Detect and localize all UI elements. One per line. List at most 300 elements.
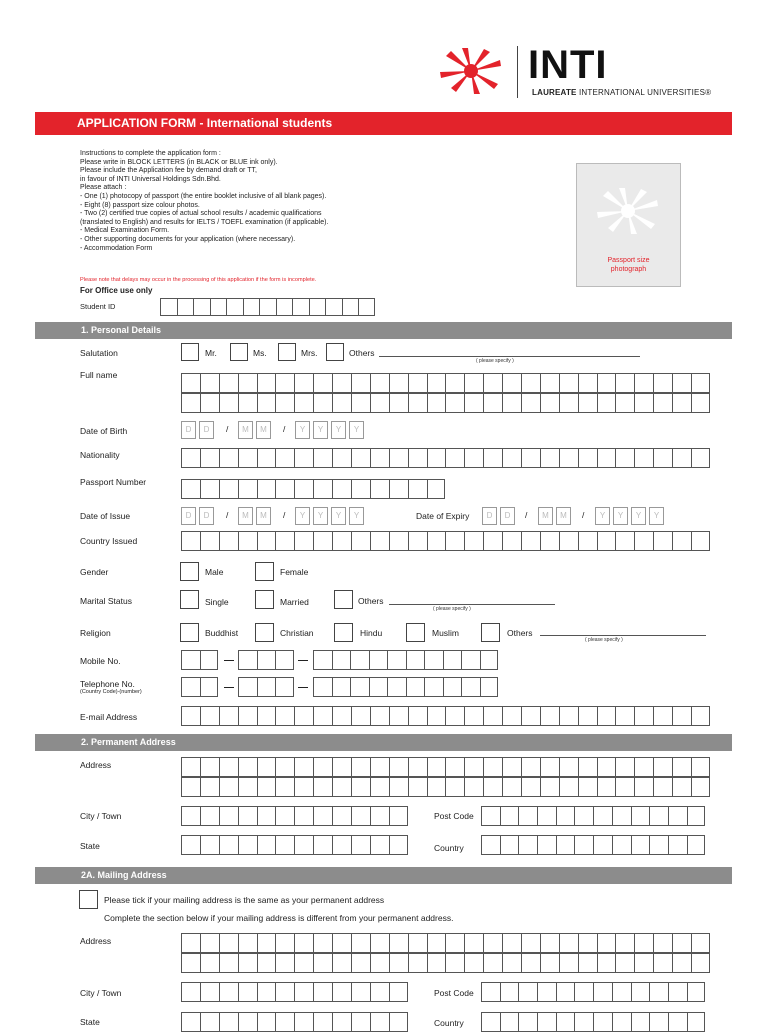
char-box[interactable] [424, 677, 443, 697]
char-box[interactable] [427, 448, 446, 468]
telephone-number-boxes[interactable] [313, 677, 498, 697]
char-box[interactable] [238, 479, 257, 499]
char-box[interactable] [332, 1012, 351, 1032]
char-box[interactable] [593, 835, 612, 855]
char-box[interactable] [464, 953, 483, 973]
mailing-state-boxes[interactable] [181, 1012, 408, 1032]
permanent-address-row-2[interactable] [181, 777, 710, 797]
char-box[interactable] [351, 373, 370, 393]
char-box[interactable] [653, 757, 672, 777]
char-box[interactable] [238, 1012, 257, 1032]
expiry-day[interactable] [482, 507, 518, 525]
char-box[interactable] [387, 650, 406, 670]
char-box[interactable] [461, 677, 480, 697]
char-box[interactable] [257, 1012, 276, 1032]
char-box[interactable] [389, 953, 408, 973]
char-box[interactable] [427, 953, 446, 973]
char-box[interactable] [200, 650, 219, 670]
char-box[interactable] [502, 373, 521, 393]
char-box[interactable] [481, 1012, 500, 1032]
mailing-country-boxes[interactable] [481, 1012, 705, 1032]
issue-month[interactable] [238, 507, 274, 525]
date-cell[interactable]: M [238, 421, 253, 439]
char-box[interactable] [691, 531, 710, 551]
char-box[interactable] [408, 393, 427, 413]
char-box[interactable] [634, 448, 653, 468]
char-box[interactable] [294, 479, 313, 499]
char-box[interactable] [200, 835, 219, 855]
char-box[interactable] [691, 953, 710, 973]
char-box[interactable] [332, 982, 351, 1002]
char-box[interactable] [559, 706, 578, 726]
char-box[interactable] [502, 777, 521, 797]
date-cell[interactable]: D [181, 507, 196, 525]
char-box[interactable] [294, 933, 313, 953]
char-box[interactable] [313, 448, 332, 468]
char-box[interactable] [502, 448, 521, 468]
char-box[interactable] [483, 777, 502, 797]
mobile-area-code-boxes[interactable] [238, 650, 294, 670]
char-box[interactable] [408, 479, 427, 499]
char-box[interactable] [634, 757, 653, 777]
char-box[interactable] [226, 298, 243, 316]
mailing-city-boxes[interactable] [181, 982, 408, 1002]
char-box[interactable] [445, 393, 464, 413]
char-box[interactable] [370, 933, 389, 953]
char-box[interactable] [389, 1012, 408, 1032]
char-box[interactable] [445, 757, 464, 777]
char-box[interactable] [500, 1012, 519, 1032]
char-box[interactable] [540, 448, 559, 468]
char-box[interactable] [238, 953, 257, 973]
date-cell[interactable]: M [256, 507, 271, 525]
char-box[interactable] [389, 933, 408, 953]
char-box[interactable] [294, 777, 313, 797]
char-box[interactable] [578, 953, 597, 973]
char-box[interactable] [181, 448, 200, 468]
char-box[interactable] [672, 373, 691, 393]
religion-others-checkbox[interactable] [481, 623, 500, 642]
char-box[interactable] [257, 806, 276, 826]
char-box[interactable] [219, 757, 238, 777]
char-box[interactable] [483, 393, 502, 413]
char-box[interactable] [313, 373, 332, 393]
char-box[interactable] [559, 373, 578, 393]
char-box[interactable] [332, 953, 351, 973]
char-box[interactable] [332, 757, 351, 777]
char-box[interactable] [200, 806, 219, 826]
salutation-mr-checkbox[interactable] [181, 343, 199, 361]
char-box[interactable] [294, 835, 313, 855]
char-box[interactable] [556, 982, 575, 1002]
char-box[interactable] [389, 835, 408, 855]
char-box[interactable] [342, 298, 359, 316]
char-box[interactable] [691, 933, 710, 953]
char-box[interactable] [313, 650, 332, 670]
char-box[interactable] [332, 933, 351, 953]
char-box[interactable] [653, 373, 672, 393]
char-box[interactable] [294, 448, 313, 468]
char-box[interactable] [219, 982, 238, 1002]
char-box[interactable] [502, 393, 521, 413]
char-box[interactable] [200, 933, 219, 953]
char-box[interactable] [672, 777, 691, 797]
char-box[interactable] [461, 650, 480, 670]
char-box[interactable] [200, 757, 219, 777]
char-box[interactable] [672, 953, 691, 973]
char-box[interactable] [502, 706, 521, 726]
char-box[interactable] [518, 835, 537, 855]
char-box[interactable] [691, 373, 710, 393]
date-cell[interactable]: M [538, 507, 553, 525]
char-box[interactable] [540, 393, 559, 413]
char-box[interactable] [615, 706, 634, 726]
char-box[interactable] [578, 448, 597, 468]
char-box[interactable] [351, 479, 370, 499]
char-box[interactable] [238, 706, 257, 726]
char-box[interactable] [219, 777, 238, 797]
passport-photo-box[interactable] [576, 163, 681, 287]
dob-day[interactable] [181, 421, 217, 439]
date-cell[interactable]: D [199, 421, 214, 439]
char-box[interactable] [540, 933, 559, 953]
char-box[interactable] [502, 953, 521, 973]
char-box[interactable] [593, 806, 612, 826]
date-cell[interactable]: Y [595, 507, 610, 525]
expiry-month[interactable] [538, 507, 574, 525]
char-box[interactable] [653, 531, 672, 551]
char-box[interactable] [238, 650, 257, 670]
char-box[interactable] [408, 531, 427, 551]
char-box[interactable] [219, 448, 238, 468]
date-cell[interactable]: M [238, 507, 253, 525]
char-box[interactable] [181, 706, 200, 726]
char-box[interactable] [313, 835, 332, 855]
char-box[interactable] [521, 448, 540, 468]
date-cell[interactable]: M [256, 421, 271, 439]
char-box[interactable] [649, 1012, 668, 1032]
char-box[interactable] [200, 531, 219, 551]
char-box[interactable] [464, 531, 483, 551]
char-box[interactable] [615, 531, 634, 551]
char-box[interactable] [445, 933, 464, 953]
char-box[interactable] [668, 806, 687, 826]
char-box[interactable] [370, 777, 389, 797]
char-box[interactable] [370, 806, 389, 826]
char-box[interactable] [200, 777, 219, 797]
char-box[interactable] [181, 806, 200, 826]
char-box[interactable] [292, 298, 309, 316]
char-box[interactable] [238, 677, 257, 697]
religion-muslim-checkbox[interactable] [406, 623, 425, 642]
char-box[interactable] [275, 677, 294, 697]
char-box[interactable] [615, 393, 634, 413]
salutation-specify-line[interactable] [379, 356, 640, 357]
char-box[interactable] [332, 777, 351, 797]
passport-boxes[interactable] [181, 479, 445, 499]
full-name-row-1[interactable] [181, 373, 710, 393]
char-box[interactable] [370, 982, 389, 1002]
date-cell[interactable]: Y [313, 507, 328, 525]
char-box[interactable] [634, 531, 653, 551]
char-box[interactable] [649, 835, 668, 855]
char-box[interactable] [351, 953, 370, 973]
char-box[interactable] [593, 1012, 612, 1032]
char-box[interactable] [612, 982, 631, 1002]
char-box[interactable] [672, 757, 691, 777]
char-box[interactable] [672, 933, 691, 953]
char-box[interactable] [424, 650, 443, 670]
religion-buddhist-checkbox[interactable] [180, 623, 199, 642]
char-box[interactable] [389, 448, 408, 468]
char-box[interactable] [160, 298, 177, 316]
char-box[interactable] [483, 448, 502, 468]
char-box[interactable] [574, 835, 593, 855]
char-box[interactable] [518, 806, 537, 826]
char-box[interactable] [634, 953, 653, 973]
permanent-city-boxes[interactable] [181, 806, 408, 826]
char-box[interactable] [615, 777, 634, 797]
char-box[interactable] [370, 835, 389, 855]
char-box[interactable] [332, 393, 351, 413]
char-box[interactable] [219, 835, 238, 855]
date-cell[interactable]: Y [631, 507, 646, 525]
char-box[interactable] [332, 479, 351, 499]
char-box[interactable] [597, 448, 616, 468]
char-box[interactable] [313, 982, 332, 1002]
char-box[interactable] [483, 953, 502, 973]
char-box[interactable] [238, 757, 257, 777]
char-box[interactable] [649, 982, 668, 1002]
char-box[interactable] [181, 757, 200, 777]
char-box[interactable] [408, 757, 427, 777]
char-box[interactable] [691, 777, 710, 797]
char-box[interactable] [427, 373, 446, 393]
char-box[interactable] [672, 531, 691, 551]
char-box[interactable] [408, 373, 427, 393]
char-box[interactable] [631, 982, 650, 1002]
char-box[interactable] [597, 373, 616, 393]
mailing-postcode-boxes[interactable] [481, 982, 705, 1002]
date-cell[interactable]: M [556, 507, 571, 525]
char-box[interactable] [445, 777, 464, 797]
char-box[interactable] [537, 835, 556, 855]
char-box[interactable] [351, 531, 370, 551]
telephone-country-code-boxes[interactable] [181, 677, 218, 697]
char-box[interactable] [615, 373, 634, 393]
char-box[interactable] [313, 706, 332, 726]
char-box[interactable] [483, 531, 502, 551]
char-box[interactable] [389, 806, 408, 826]
char-box[interactable] [351, 806, 370, 826]
char-box[interactable] [309, 298, 326, 316]
char-box[interactable] [181, 777, 200, 797]
char-box[interactable] [332, 806, 351, 826]
expiry-year[interactable] [595, 507, 667, 525]
char-box[interactable] [556, 1012, 575, 1032]
char-box[interactable] [634, 393, 653, 413]
char-box[interactable] [408, 448, 427, 468]
date-cell[interactable]: Y [613, 507, 628, 525]
char-box[interactable] [275, 531, 294, 551]
char-box[interactable] [521, 393, 540, 413]
char-box[interactable] [243, 298, 260, 316]
telephone-area-code-boxes[interactable] [238, 677, 294, 697]
char-box[interactable] [257, 393, 276, 413]
char-box[interactable] [238, 393, 257, 413]
char-box[interactable] [597, 393, 616, 413]
char-box[interactable] [219, 373, 238, 393]
char-box[interactable] [687, 982, 706, 1002]
char-box[interactable] [358, 298, 375, 316]
char-box[interactable] [238, 448, 257, 468]
date-cell[interactable]: D [181, 421, 196, 439]
char-box[interactable] [389, 479, 408, 499]
char-box[interactable] [518, 1012, 537, 1032]
char-box[interactable] [200, 953, 219, 973]
char-box[interactable] [181, 531, 200, 551]
char-box[interactable] [443, 677, 462, 697]
char-box[interactable] [313, 953, 332, 973]
char-box[interactable] [481, 806, 500, 826]
char-box[interactable] [612, 835, 631, 855]
char-box[interactable] [200, 448, 219, 468]
char-box[interactable] [406, 650, 425, 670]
char-box[interactable] [574, 806, 593, 826]
date-cell[interactable]: Y [313, 421, 328, 439]
char-box[interactable] [631, 806, 650, 826]
char-box[interactable] [351, 982, 370, 1002]
char-box[interactable] [483, 373, 502, 393]
char-box[interactable] [559, 393, 578, 413]
char-box[interactable] [257, 479, 276, 499]
mailing-address-row-2[interactable] [181, 953, 710, 973]
email-boxes[interactable] [181, 706, 710, 726]
char-box[interactable] [649, 806, 668, 826]
permanent-address-row-1[interactable] [181, 757, 710, 777]
char-box[interactable] [238, 777, 257, 797]
char-box[interactable] [597, 531, 616, 551]
char-box[interactable] [464, 373, 483, 393]
char-box[interactable] [389, 373, 408, 393]
char-box[interactable] [370, 373, 389, 393]
char-box[interactable] [427, 757, 446, 777]
char-box[interactable] [408, 953, 427, 973]
char-box[interactable] [219, 531, 238, 551]
char-box[interactable] [193, 298, 210, 316]
mobile-country-code-boxes[interactable] [181, 650, 218, 670]
char-box[interactable] [181, 479, 200, 499]
char-box[interactable] [464, 706, 483, 726]
char-box[interactable] [181, 393, 200, 413]
char-box[interactable] [687, 1012, 706, 1032]
char-box[interactable] [351, 1012, 370, 1032]
char-box[interactable] [615, 757, 634, 777]
char-box[interactable] [593, 982, 612, 1002]
char-box[interactable] [257, 757, 276, 777]
char-box[interactable] [480, 650, 499, 670]
char-box[interactable] [521, 706, 540, 726]
char-box[interactable] [464, 777, 483, 797]
date-cell[interactable]: Y [649, 507, 664, 525]
char-box[interactable] [521, 933, 540, 953]
char-box[interactable] [275, 953, 294, 973]
char-box[interactable] [257, 650, 276, 670]
dob-month[interactable] [238, 421, 274, 439]
salutation-ms-checkbox[interactable] [230, 343, 248, 361]
date-cell[interactable]: Y [331, 421, 346, 439]
char-box[interactable] [578, 373, 597, 393]
char-box[interactable] [275, 933, 294, 953]
char-box[interactable] [200, 393, 219, 413]
char-box[interactable] [350, 650, 369, 670]
date-cell[interactable]: Y [331, 507, 346, 525]
char-box[interactable] [181, 933, 200, 953]
char-box[interactable] [556, 835, 575, 855]
char-box[interactable] [294, 806, 313, 826]
permanent-country-boxes[interactable] [481, 835, 705, 855]
char-box[interactable] [257, 677, 276, 697]
char-box[interactable] [313, 393, 332, 413]
char-box[interactable] [483, 757, 502, 777]
char-box[interactable] [257, 933, 276, 953]
char-box[interactable] [276, 298, 293, 316]
char-box[interactable] [597, 757, 616, 777]
char-box[interactable] [672, 706, 691, 726]
char-box[interactable] [559, 448, 578, 468]
char-box[interactable] [257, 835, 276, 855]
char-box[interactable] [445, 373, 464, 393]
char-box[interactable] [238, 835, 257, 855]
char-box[interactable] [351, 777, 370, 797]
char-box[interactable] [387, 677, 406, 697]
permanent-postcode-boxes[interactable] [481, 806, 705, 826]
date-cell[interactable]: D [500, 507, 515, 525]
char-box[interactable] [556, 806, 575, 826]
char-box[interactable] [332, 677, 351, 697]
char-box[interactable] [257, 777, 276, 797]
char-box[interactable] [238, 982, 257, 1002]
gender-male-checkbox[interactable] [180, 562, 199, 581]
char-box[interactable] [275, 982, 294, 1002]
char-box[interactable] [559, 531, 578, 551]
char-box[interactable] [181, 373, 200, 393]
char-box[interactable] [219, 479, 238, 499]
char-box[interactable] [332, 373, 351, 393]
char-box[interactable] [369, 650, 388, 670]
char-box[interactable] [257, 953, 276, 973]
permanent-state-boxes[interactable] [181, 835, 408, 855]
char-box[interactable] [257, 982, 276, 1002]
char-box[interactable] [313, 933, 332, 953]
char-box[interactable] [219, 806, 238, 826]
char-box[interactable] [634, 373, 653, 393]
char-box[interactable] [408, 933, 427, 953]
char-box[interactable] [464, 448, 483, 468]
mailing-address-row-1[interactable] [181, 933, 710, 953]
char-box[interactable] [481, 835, 500, 855]
char-box[interactable] [351, 706, 370, 726]
char-box[interactable] [332, 531, 351, 551]
char-box[interactable] [408, 706, 427, 726]
char-box[interactable] [200, 706, 219, 726]
char-box[interactable] [210, 298, 227, 316]
char-box[interactable] [612, 806, 631, 826]
char-box[interactable] [634, 777, 653, 797]
char-box[interactable] [275, 777, 294, 797]
char-box[interactable] [257, 706, 276, 726]
char-box[interactable] [445, 531, 464, 551]
